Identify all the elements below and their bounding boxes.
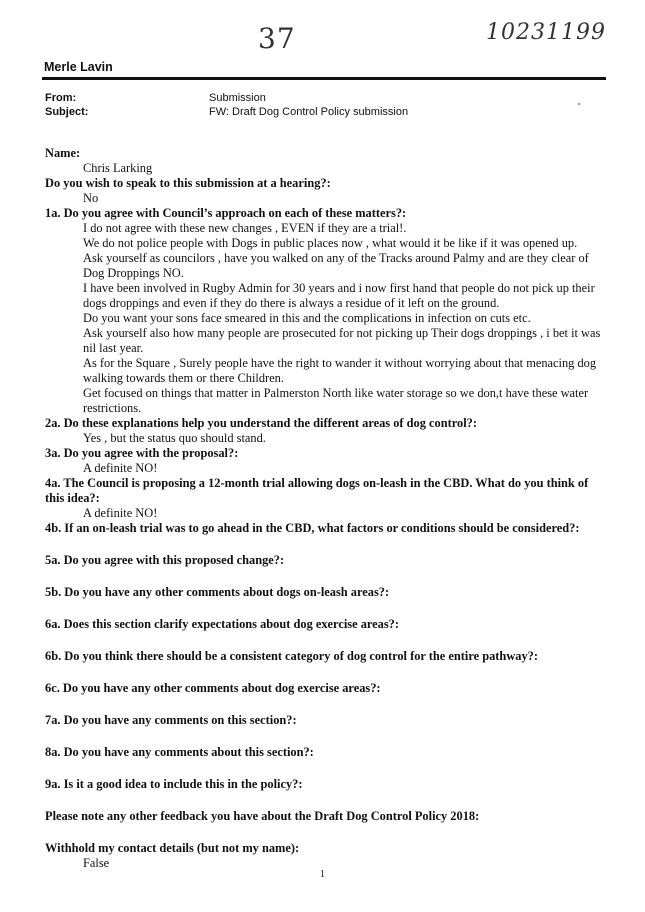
answer-3a: A definite NO! [83,461,158,475]
answer-1a-para: As for the Square , Surely people have the right to wander it without worrying about that menacing dog walking towards them or there Children. [83,356,597,385]
hearing-answer: No [83,191,99,205]
withhold-question: Withhold my contact details (but not my name): [45,841,300,855]
answer-1a-para: Do you want your sons face smeared in this and the complications in infection on cuts etc. [83,311,531,325]
answer-1a-para: I have been involved in Rugby Admin for 30 years and i now first hand that people do not pick up their dogs droppings and even if they do there is always a residue of it left on the ground. [83,281,595,310]
question-1a: 1a. Do you agree with Council’s approach on each of these matters?: [45,206,407,220]
question-6b: 6b. Do you think there should be a consistent category of dog control for the entire pathway?: [45,649,538,663]
question-3a: 3a. Do you agree with the proposal?: [45,446,239,460]
name-label: Name: [45,146,81,160]
from-label: From: [45,92,77,104]
question-4b: 4b. If an on-leash trial was to go ahead in the CBD, what factors or conditions should be considered?: [45,521,580,535]
answer-2a: Yes , but the status quo should stand. [83,431,266,445]
header-divider [42,77,606,80]
answer-4a: A definite NO! [83,506,158,520]
subject-label: Subject: [45,106,89,118]
hearing-question: Do you wish to speak to this submission at a hearing?: [45,176,331,190]
question-2a: 2a. Do these explanations help you understand the different areas of dog control?: [45,416,477,430]
name-value: Chris Larking [83,161,153,175]
handwritten-reference: 10231199 [486,20,606,45]
answer-1a-para: We do not police people with Dogs in public places now , what would it be like if it was opened up. [83,236,578,250]
question-8a: 8a. Do you have any comments about this section?: [45,745,314,759]
scan-speck [578,103,580,105]
withhold-answer: False [83,856,110,870]
question-6c: 6c. Do you have any other comments about dog exercise areas?: [45,681,381,695]
answer-1a-para: Get focused on things that matter in Palmerston North like water storage so we don,t have these water restrictions. [83,386,589,415]
question-6a: 6a. Does this section clarify expectations about dog exercise areas?: [45,617,399,631]
sender-name: Merle Lavin [44,60,113,74]
answer-1a-para: Ask yourself as councilors , have you walked on any of the Tracks around Palmy and are they clear of Dog Droppings NO. [83,251,589,280]
question-5a: 5a. Do you agree with this proposed change?: [45,553,285,567]
question-5b: 5b. Do you have any other comments about dogs on-leash areas?: [45,585,390,599]
question-4a: 4a. The Council is proposing a 12-month trial allowing dogs on-leash in the CBD. What do you think of this idea?: [45,476,589,505]
page-number: 1 [320,869,325,880]
answer-1a [45,221,605,416]
answer-1a-para: Ask yourself also how many people are prosecuted for not picking up Their dogs droppings , i bet it was nil last year. [83,326,601,355]
handwritten-page-number: 37 [258,22,296,55]
answer-1a-para: I do not agree with these new changes , EVEN if they are a trial!. [83,221,407,235]
feedback-question: Please note any other feedback you have about the Draft Dog Control Policy 2018: [45,809,480,823]
question-9a: 9a. Is it a good idea to include this in the policy?: [45,777,303,791]
question-7a: 7a. Do you have any comments on this section?: [45,713,297,727]
from-value: Submission [209,92,266,104]
submission-form [45,146,605,871]
subject-value: FW: Draft Dog Control Policy submission [209,106,409,118]
